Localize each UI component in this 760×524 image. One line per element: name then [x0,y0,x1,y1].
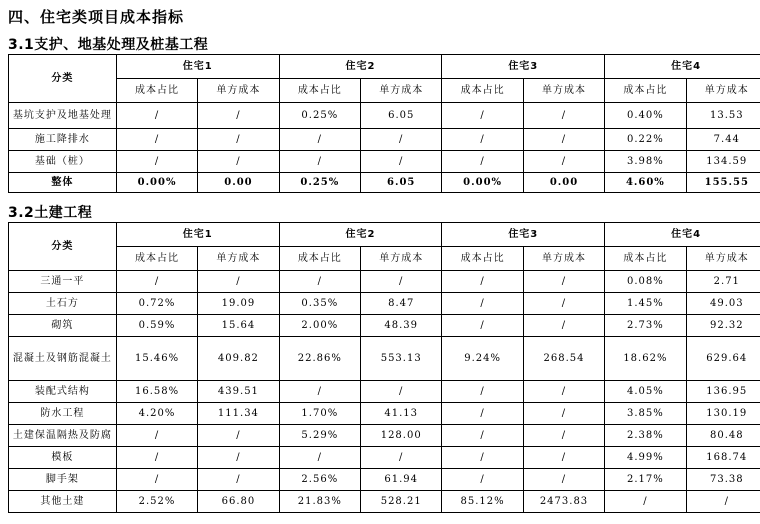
unit-cost-cell: 168.74 [686,447,760,469]
table-row [9,447,760,469]
unit-cost-cell: 92.32 [686,315,760,337]
cost-ratio-cell: / [442,403,523,425]
total-ratio-cell: 4.60% [605,173,686,193]
section2-heading: 3.2土建工程 [8,205,93,221]
sub-header-ratio: 成本占比 [279,247,360,271]
section1-heading: 3.1支护、地基处理及桩基工程 [8,37,209,53]
cost-ratio-cell: 0.59% [116,315,197,337]
unit-cost-cell: 130.19 [686,403,760,425]
cost-ratio-cell: 2.56% [279,469,360,491]
table-row [9,469,760,491]
sub-header-unit-cost: 单方成本 [523,79,604,103]
unit-cost-cell: / [523,425,604,447]
unit-cost-cell: 111.34 [198,403,279,425]
unit-cost-cell: 15.64 [198,315,279,337]
unit-cost-cell: 49.03 [686,293,760,315]
unit-cost-cell: / [361,151,442,173]
unit-cost-cell: / [198,103,279,129]
cost-ratio-cell: 0.35% [279,293,360,315]
unit-cost-cell: 66.80 [198,491,279,513]
cost-ratio-cell: / [279,381,360,403]
row-label: 土石方 [9,293,117,315]
cost-ratio-cell: 1.70% [279,403,360,425]
cost-ratio-cell: 2.17% [605,469,686,491]
sub-header-ratio: 成本占比 [605,79,686,103]
unit-cost-cell: / [686,491,760,513]
unit-cost-cell: / [523,271,604,293]
cost-ratio-cell: / [116,271,197,293]
unit-cost-cell: 48.39 [361,315,442,337]
table-row [9,491,760,513]
table-civil-works [8,222,760,513]
category-header: 分类 [9,223,117,271]
unit-cost-cell: 136.95 [686,381,760,403]
unit-cost-cell: 73.38 [686,469,760,491]
unit-cost-cell: / [198,425,279,447]
group-header-1: 住宅1 [116,223,279,247]
cost-ratio-cell: 2.73% [605,315,686,337]
sub-header-ratio: 成本占比 [116,79,197,103]
sub-header-ratio: 成本占比 [279,79,360,103]
unit-cost-cell: / [198,151,279,173]
cost-ratio-cell: / [279,447,360,469]
unit-cost-cell: 409.82 [198,337,279,381]
cost-ratio-cell: 18.62% [605,337,686,381]
unit-cost-cell: 19.09 [198,293,279,315]
unit-cost-cell: / [361,271,442,293]
group-header-2: 住宅2 [279,223,442,247]
cost-ratio-cell: 22.86% [279,337,360,381]
row-label: 混凝土及钢筋混凝土 [9,337,117,381]
table-row [9,103,760,129]
sub-header-unit-cost: 单方成本 [198,79,279,103]
cost-ratio-cell: / [116,151,197,173]
sub-header-ratio: 成本占比 [605,247,686,271]
sub-header-unit-cost: 单方成本 [523,247,604,271]
row-label: 装配式结构 [9,381,117,403]
table-row [9,425,760,447]
cost-ratio-cell: / [442,293,523,315]
cost-ratio-cell: / [279,271,360,293]
group-header-1: 住宅1 [116,55,279,79]
category-header: 分类 [9,55,117,103]
cost-ratio-cell: / [442,103,523,129]
cost-ratio-cell: 0.22% [605,129,686,151]
cost-ratio-cell: 9.24% [442,337,523,381]
cost-ratio-cell: 3.85% [605,403,686,425]
cost-ratio-cell: / [442,381,523,403]
unit-cost-cell: 7.44 [686,129,760,151]
cost-ratio-cell: 0.40% [605,103,686,129]
unit-cost-cell: / [361,129,442,151]
table-row [9,151,760,173]
cost-ratio-cell: 4.99% [605,447,686,469]
cost-ratio-cell: / [442,151,523,173]
cost-ratio-cell: / [116,129,197,151]
group-header-4: 住宅4 [605,223,760,247]
cost-ratio-cell: 2.52% [116,491,197,513]
group-header-3: 住宅3 [442,223,605,247]
sub-header-unit-cost: 单方成本 [686,247,760,271]
cost-ratio-cell: 15.46% [116,337,197,381]
row-label: 脚手架 [9,469,117,491]
unit-cost-cell: / [523,293,604,315]
row-label: 三通一平 [9,271,117,293]
unit-cost-cell: 629.64 [686,337,760,381]
unit-cost-cell: / [198,469,279,491]
total-label: 整体 [9,173,117,193]
table-row [9,403,760,425]
table-row [9,271,760,293]
sub-header-unit-cost: 单方成本 [198,247,279,271]
unit-cost-cell: / [523,381,604,403]
unit-cost-cell: 2.71 [686,271,760,293]
group-header-2: 住宅2 [279,55,442,79]
unit-cost-cell: 13.53 [686,103,760,129]
page-title: 四、住宅类项目成本指标 [8,8,185,26]
unit-cost-cell: 80.48 [686,425,760,447]
unit-cost-cell: / [198,447,279,469]
cost-ratio-cell: / [116,103,197,129]
unit-cost-cell: 128.00 [361,425,442,447]
cost-ratio-cell: 0.72% [116,293,197,315]
cost-ratio-cell: 4.05% [605,381,686,403]
unit-cost-cell: 553.13 [361,337,442,381]
total-ratio-cell: 0.25% [279,173,360,193]
row-label: 土建保温隔热及防腐 [9,425,117,447]
row-label: 防水工程 [9,403,117,425]
unit-cost-cell: / [361,447,442,469]
cost-ratio-cell: 5.29% [279,425,360,447]
total-row [9,173,760,193]
sub-header-unit-cost: 单方成本 [686,79,760,103]
unit-cost-cell: 439.51 [198,381,279,403]
cost-ratio-cell: 1.45% [605,293,686,315]
cost-ratio-cell: / [442,469,523,491]
cost-ratio-cell: 85.12% [442,491,523,513]
table-row [9,129,760,151]
unit-cost-cell: 528.21 [361,491,442,513]
group-header-3: 住宅3 [442,55,605,79]
table-row [9,315,760,337]
unit-cost-cell: / [198,129,279,151]
unit-cost-cell: 6.05 [361,103,442,129]
row-label: 基坑支护及地基处理 [9,103,117,129]
cost-ratio-cell: / [605,491,686,513]
cost-ratio-cell: / [442,315,523,337]
unit-cost-cell: / [523,315,604,337]
table-row [9,293,760,315]
cost-ratio-cell: 4.20% [116,403,197,425]
total-ratio-cell: 0.00% [442,173,523,193]
sub-header-ratio: 成本占比 [116,247,197,271]
cost-ratio-cell: 21.83% [279,491,360,513]
cost-ratio-cell: / [442,447,523,469]
cost-ratio-cell: / [442,129,523,151]
table-row [9,337,760,381]
unit-cost-cell: / [523,447,604,469]
total-unit-cost-cell: 0.00 [198,173,279,193]
cost-ratio-cell: / [279,129,360,151]
unit-cost-cell: 61.94 [361,469,442,491]
unit-cost-cell: 268.54 [523,337,604,381]
cost-ratio-cell: / [442,271,523,293]
row-label: 砌筑 [9,315,117,337]
cost-ratio-cell: 0.08% [605,271,686,293]
sub-header-unit-cost: 单方成本 [361,247,442,271]
group-header-4: 住宅4 [605,55,760,79]
table-row [9,381,760,403]
total-ratio-cell: 0.00% [116,173,197,193]
unit-cost-cell: 41.13 [361,403,442,425]
cost-ratio-cell: 3.98% [605,151,686,173]
unit-cost-cell: / [523,129,604,151]
total-unit-cost-cell: 155.55 [686,173,760,193]
total-unit-cost-cell: 6.05 [361,173,442,193]
row-label: 基础（桩） [9,151,117,173]
unit-cost-cell: 134.59 [686,151,760,173]
unit-cost-cell: / [523,469,604,491]
cost-ratio-cell: 2.38% [605,425,686,447]
unit-cost-cell: / [523,151,604,173]
cost-ratio-cell: / [116,447,197,469]
unit-cost-cell: / [198,271,279,293]
cost-ratio-cell: 2.00% [279,315,360,337]
sub-header-unit-cost: 单方成本 [361,79,442,103]
total-unit-cost-cell: 0.00 [523,173,604,193]
sub-header-ratio: 成本占比 [442,247,523,271]
unit-cost-cell: / [361,381,442,403]
unit-cost-cell: 2473.83 [523,491,604,513]
cost-ratio-cell: / [116,469,197,491]
cost-ratio-cell: / [116,425,197,447]
row-label: 模板 [9,447,117,469]
unit-cost-cell: / [523,403,604,425]
unit-cost-cell: / [523,103,604,129]
unit-cost-cell: 8.47 [361,293,442,315]
cost-ratio-cell: 16.58% [116,381,197,403]
cost-ratio-cell: / [442,425,523,447]
cost-ratio-cell: 0.25% [279,103,360,129]
cost-ratio-cell: / [279,151,360,173]
sub-header-ratio: 成本占比 [442,79,523,103]
row-label: 施工降排水 [9,129,117,151]
row-label: 其他土建 [9,491,117,513]
table-support-foundation [8,54,760,193]
